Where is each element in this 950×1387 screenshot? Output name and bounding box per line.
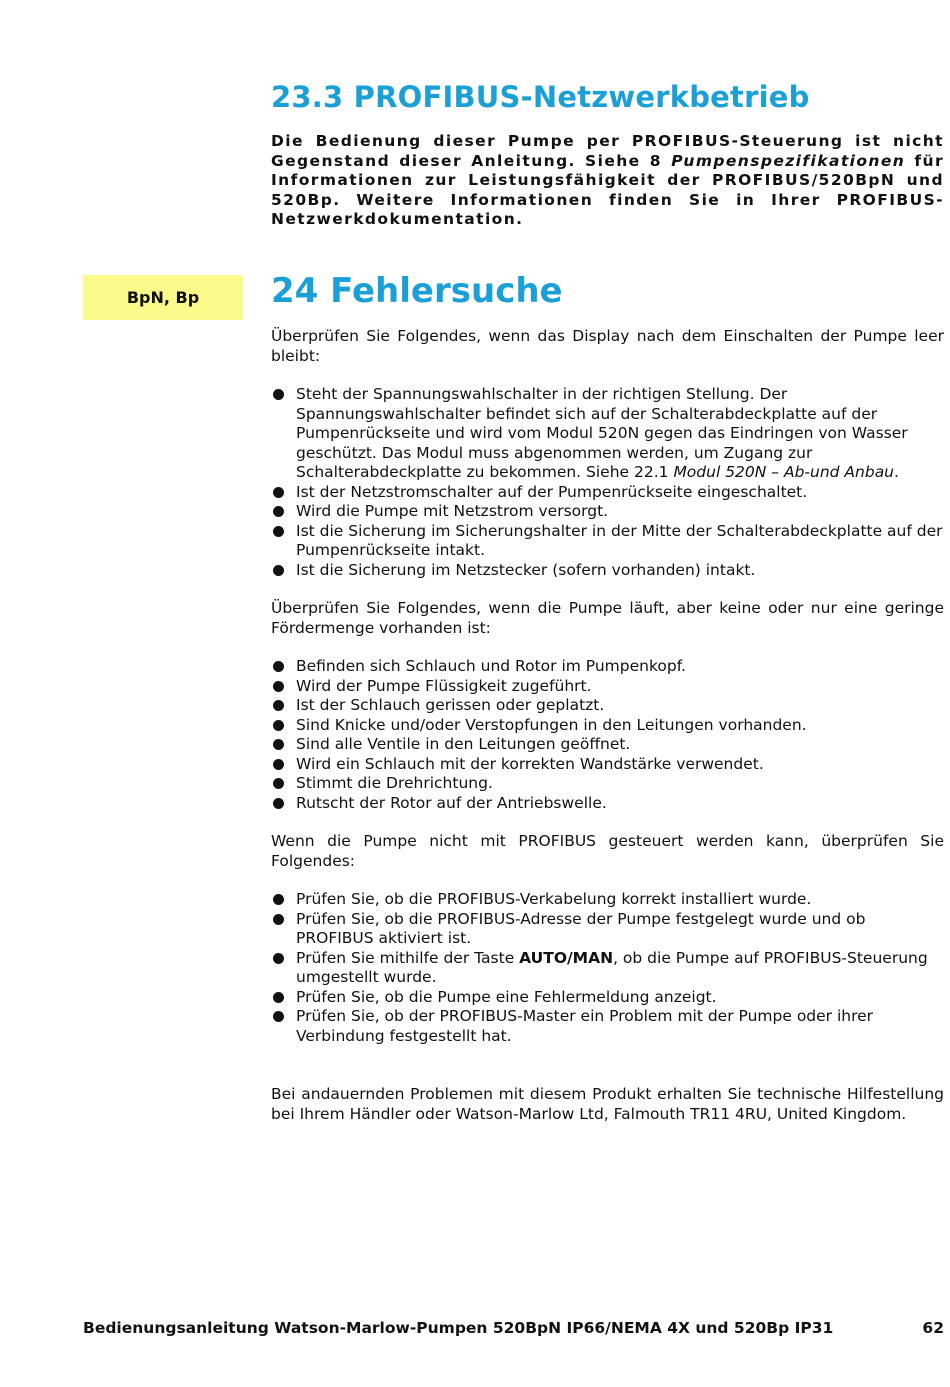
list-item-text: Prüfen Sie mithilfe der Taste xyxy=(296,948,520,967)
bullet-icon xyxy=(273,720,284,731)
key-name: AUTO/MAN xyxy=(519,948,614,967)
bullet-icon xyxy=(273,487,284,498)
display-check-intro: Überprüfen Sie Folgendes, wenn das Display nach dem Einschalten der Pumpe leer bleibt: xyxy=(271,327,944,365)
bullet-icon xyxy=(273,700,284,711)
list-item xyxy=(271,677,944,697)
list-item-text: Befinden sich Schlauch und Rotor im Pumpenkopf. xyxy=(296,657,686,675)
bullet-icon xyxy=(273,526,284,537)
flow-checklist xyxy=(271,657,944,813)
bullet-icon xyxy=(273,739,284,750)
support-paragraph: Bei andauernden Problemen mit diesem Produkt erhalten Sie technische Hilfestellung bei Ihrem Händler oder Watson-Marlow Ltd, Falmouth TR11 4RU, United Kingdom. xyxy=(271,1085,944,1123)
flow-check-intro: Überprüfen Sie Folgendes, wenn die Pumpe läuft, aber keine oder nur eine geringe Fördermenge vorhanden ist: xyxy=(271,599,944,637)
bullet-icon xyxy=(273,565,284,576)
section-heading-24: 24 Fehlersuche xyxy=(271,271,563,311)
model-tag: BpN, Bp xyxy=(83,275,243,320)
bullet-icon xyxy=(273,894,284,905)
paragraph-text: für Informationen zur Leistungsfähigkeit der PROFIBUS/520BpN und 520Bp. Weitere Informationen finden Sie in Ihrer PROFIBUS-Netzwerkdokumentation. xyxy=(271,151,944,228)
profibus-check-intro: Wenn die Pumpe nicht mit PROFIBUS gesteuert werden kann, überprüfen Sie Folgendes: xyxy=(271,832,944,870)
bullet-icon xyxy=(273,506,284,517)
list-item xyxy=(271,716,944,736)
list-item-text: Sind alle Ventile in den Leitungen geöffnet. xyxy=(296,735,631,753)
footer-title: Bedienungsanleitung Watson-Marlow-Pumpen 520BpN IP66/NEMA 4X und 520Bp IP31 xyxy=(83,1319,834,1337)
list-item-text: Stimmt die Drehrichtung. xyxy=(296,774,493,792)
bullet-icon xyxy=(273,798,284,809)
list-item xyxy=(271,890,944,910)
paragraph-text: Die Bedienung dieser Pumpe per PROFIBUS-Steuerung ist nicht Gegenstand dieser Anleitung. Siehe 8 xyxy=(271,132,944,170)
bullet-icon xyxy=(273,953,284,964)
bullet-icon xyxy=(273,389,284,400)
list-item xyxy=(271,774,944,794)
list-item xyxy=(271,561,944,581)
list-item-text: Steht der Spannungswahlschalter in der richtigen Stellung. Der Spannungswahlschalter befindet sich auf der Schalterabdeckplatte auf der Pumpenrückseite und wird vom Modul 520N gegen das Eindringen von Wasser geschützt. Das Modul muss abgenommen werden, um Zugang zur Schalterabdeckplatte zu bekommen. Siehe 22.1 xyxy=(296,385,908,481)
bullet-icon xyxy=(273,914,284,925)
cross-reference: Pumpenspezifikationen xyxy=(671,151,906,170)
section-23-3-paragraph xyxy=(271,132,944,230)
bullet-icon xyxy=(273,778,284,789)
list-item-text: Prüfen Sie, ob die PROFIBUS-Adresse der Pumpe festgelegt wurde und ob PROFIBUS aktiviert ist. xyxy=(296,909,866,947)
list-item xyxy=(271,949,944,988)
page-footer xyxy=(83,1319,944,1337)
list-item xyxy=(271,522,944,561)
list-item-text: Ist die Sicherung im Netzstecker (sofern vorhanden) intakt. xyxy=(296,560,756,579)
list-item-text: , ob die Pumpe auf PROFIBUS-Steuerung umgestellt wurde. xyxy=(296,948,928,986)
list-item xyxy=(271,502,944,522)
list-item xyxy=(271,755,944,775)
list-item-text: Wird ein Schlauch mit der korrekten Wandstärke verwendet. xyxy=(296,754,764,773)
list-item-text: Wird die Pumpe mit Netzstrom versorgt. xyxy=(296,502,609,520)
bullet-icon xyxy=(273,992,284,1003)
list-item xyxy=(271,696,944,716)
section-heading-23-3: 23.3 PROFIBUS-Netzwerkbetrieb xyxy=(271,80,810,114)
bullet-icon xyxy=(273,661,284,672)
display-checklist xyxy=(271,385,944,580)
page-number: 62 xyxy=(922,1319,944,1337)
list-item xyxy=(271,988,944,1008)
list-item xyxy=(271,657,944,677)
list-item xyxy=(271,910,944,949)
bullet-icon xyxy=(273,681,284,692)
list-item-text: Ist der Netzstromschalter auf der Pumpenrückseite eingeschaltet. xyxy=(296,482,808,501)
list-item-text: Wird der Pumpe Flüssigkeit zugeführt. xyxy=(296,676,592,695)
list-item-text: Prüfen Sie, ob die Pumpe eine Fehlermeldung anzeigt. xyxy=(296,987,717,1006)
list-item-text: Ist der Schlauch gerissen oder geplatzt. xyxy=(296,696,605,714)
list-item-text: Ist die Sicherung im Sicherungshalter in der Mitte der Schalterabdeckplatte auf der Pumpenrückseite intakt. xyxy=(296,521,943,559)
list-item xyxy=(271,1007,944,1046)
profibus-checklist xyxy=(271,890,944,1046)
bullet-icon xyxy=(273,759,284,770)
list-item xyxy=(271,735,944,755)
list-item-text: Sind Knicke und/oder Verstopfungen in den Leitungen vorhanden. xyxy=(296,715,807,734)
list-item-text: Prüfen Sie, ob die PROFIBUS-Verkabelung korrekt installiert wurde. xyxy=(296,890,812,908)
bullet-icon xyxy=(273,1011,284,1022)
list-item xyxy=(271,385,944,483)
list-item xyxy=(271,483,944,503)
list-item-text: Prüfen Sie, ob der PROFIBUS-Master ein Problem mit der Pumpe oder ihrer Verbindung festgestellt hat. xyxy=(296,1007,874,1045)
list-item xyxy=(271,794,944,814)
list-item-text: . xyxy=(894,463,899,481)
cross-reference: Modul 520N – Ab-und Anbau xyxy=(673,463,895,481)
list-item-text: Rutscht der Rotor auf der Antriebswelle. xyxy=(296,793,607,812)
